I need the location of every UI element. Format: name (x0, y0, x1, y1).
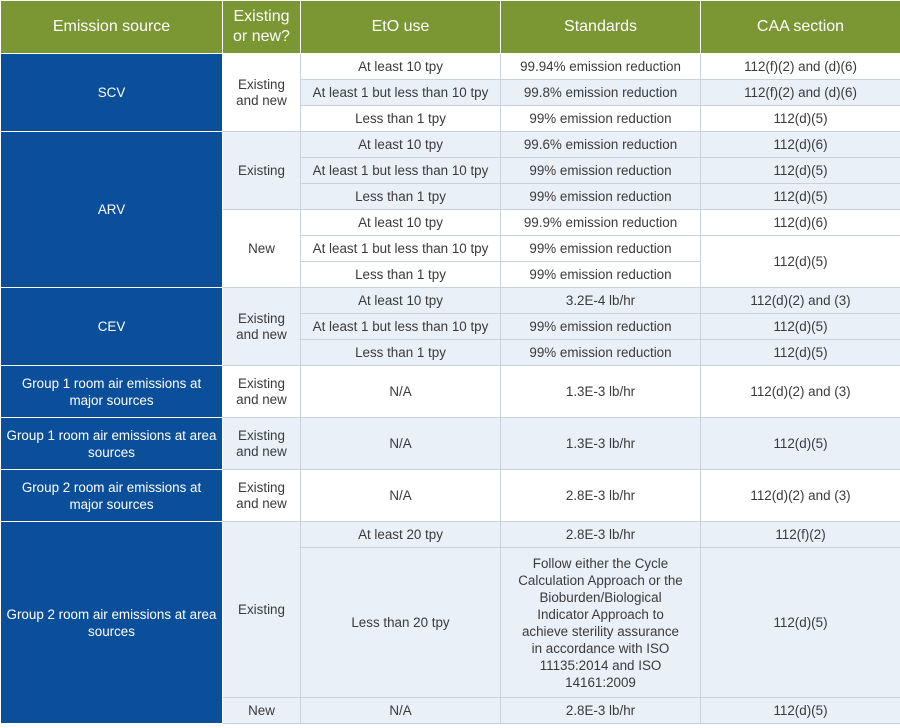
standard-cell: Follow either the Cycle Calculation Approach or the Bioburden/Biological Indicator Approach to achieve sterility assurance in accordance with ISO 11135:2014 and ISO 14161:2009 (501, 548, 701, 698)
stage-cell: New (223, 698, 301, 724)
caa-cell: 112(d)(5) (701, 184, 900, 210)
header-standards: Standards (501, 1, 701, 54)
caa-cell: 112(f)(2) and (d)(6) (701, 54, 900, 80)
eto-use-cell: At least 10 tpy (301, 132, 501, 158)
eto-use-cell: At least 10 tpy (301, 288, 501, 314)
standard-cell: 1.3E-3 lb/hr (501, 418, 701, 470)
standard-cell: 99% emission reduction (501, 236, 701, 262)
header-existing-or-new: Existing or new? (223, 1, 301, 54)
caa-cell: 112(d)(2) and (3) (701, 470, 900, 522)
standard-cell: 99% emission reduction (501, 158, 701, 184)
eto-use-cell: Less than 1 tpy (301, 262, 501, 288)
caa-cell: 112(d)(5) (701, 236, 900, 288)
table-row (1, 470, 900, 522)
eto-use-cell: Less than 1 tpy (301, 106, 501, 132)
eto-use-cell: Less than 20 tpy (301, 548, 501, 698)
standard-cell: 99.6% emission reduction (501, 132, 701, 158)
stage-cell: Existing (223, 132, 301, 210)
emission-source-cell: Group 2 room air emissions at major sources (1, 470, 223, 522)
eto-use-cell: At least 10 tpy (301, 54, 501, 80)
standard-cell: 99% emission reduction (501, 262, 701, 288)
header-emission-source: Emission source (1, 1, 223, 54)
emission-source-cell: Group 2 room air emissions at area sources (1, 522, 223, 724)
caa-cell: 112(d)(5) (701, 418, 900, 470)
table-row (1, 132, 900, 158)
caa-cell: 112(f)(2) and (d)(6) (701, 80, 900, 106)
eto-use-cell: At least 1 but less than 10 tpy (301, 314, 501, 340)
standard-cell: 3.2E-4 lb/hr (501, 288, 701, 314)
stage-cell: Existing and new (223, 470, 301, 522)
caa-cell: 112(d)(2) and (3) (701, 288, 900, 314)
standard-cell: 2.8E-3 lb/hr (501, 698, 701, 724)
standard-cell: 99.94% emission reduction (501, 54, 701, 80)
eto-use-cell: Less than 1 tpy (301, 340, 501, 366)
caa-cell: 112(d)(5) (701, 314, 900, 340)
table-row (1, 288, 900, 314)
eto-use-cell: At least 20 tpy (301, 522, 501, 548)
table-row (1, 418, 900, 470)
standard-cell: 2.8E-3 lb/hr (501, 470, 701, 522)
standard-cell: 2.8E-3 lb/hr (501, 522, 701, 548)
stage-cell: New (223, 210, 301, 288)
stage-cell: Existing (223, 522, 301, 698)
caa-cell: 112(d)(2) and (3) (701, 366, 900, 418)
standard-cell: 99% emission reduction (501, 340, 701, 366)
standard-cell: 99% emission reduction (501, 106, 701, 132)
caa-cell: 112(d)(5) (701, 698, 900, 724)
caa-cell: 112(d)(6) (701, 210, 900, 236)
header-caa-section: CAA section (701, 1, 900, 54)
emission-source-cell: Group 1 room air emissions at major sources (1, 366, 223, 418)
stage-cell: Existing and new (223, 418, 301, 470)
caa-cell: 112(d)(5) (701, 158, 900, 184)
eto-use-cell: At least 1 but less than 10 tpy (301, 236, 501, 262)
table-row (1, 522, 900, 548)
eto-use-cell: At least 1 but less than 10 tpy (301, 158, 501, 184)
eto-use-cell: At least 1 but less than 10 tpy (301, 80, 501, 106)
emission-source-cell: SCV (1, 54, 223, 132)
emission-source-cell: Group 1 room air emissions at area sources (1, 418, 223, 470)
header-row (1, 1, 900, 54)
eto-use-cell: N/A (301, 698, 501, 724)
caa-cell: 112(d)(6) (701, 132, 900, 158)
standard-cell: 99.8% emission reduction (501, 80, 701, 106)
stage-cell: Existing and new (223, 54, 301, 132)
caa-cell: 112(d)(5) (701, 106, 900, 132)
standard-cell: 1.3E-3 lb/hr (501, 366, 701, 418)
caa-cell: 112(d)(5) (701, 548, 900, 698)
stage-cell: Existing and new (223, 366, 301, 418)
stage-cell: Existing and new (223, 288, 301, 366)
standard-cell: 99% emission reduction (501, 314, 701, 340)
emission-source-cell: ARV (1, 132, 223, 288)
table-row (1, 54, 900, 80)
caa-cell: 112(f)(2) (701, 522, 900, 548)
eto-use-cell: N/A (301, 470, 501, 522)
eto-use-cell: N/A (301, 418, 501, 470)
standard-cell: 99% emission reduction (501, 184, 701, 210)
standard-cell: 99.9% emission reduction (501, 210, 701, 236)
emission-source-cell: CEV (1, 288, 223, 366)
caa-cell: 112(d)(5) (701, 340, 900, 366)
header-eto-use: EtO use (301, 1, 501, 54)
table-row (1, 366, 900, 418)
eto-use-cell: At least 10 tpy (301, 210, 501, 236)
eto-use-cell: Less than 1 tpy (301, 184, 501, 210)
eto-use-cell: N/A (301, 366, 501, 418)
